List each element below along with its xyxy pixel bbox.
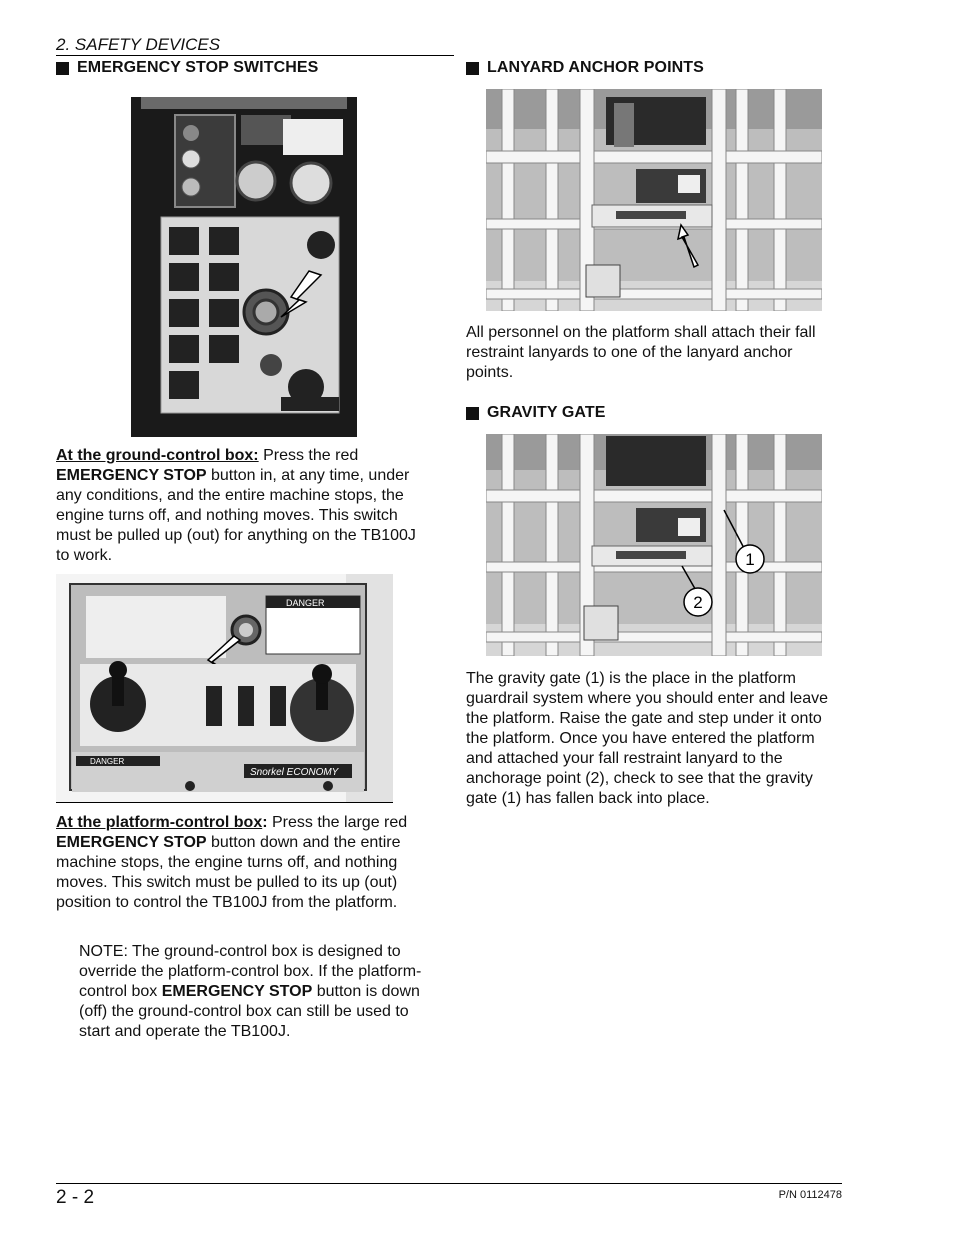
lanyard-anchor-photo — [486, 89, 822, 311]
platform-control-box-photo — [56, 574, 393, 803]
gravity-gate-photo — [486, 434, 822, 656]
note-text-b: button is down (off) the ground-control box can still be used to start and operate the TB100J. — [79, 983, 420, 1040]
platform-danger-label-1: DANGER — [286, 598, 325, 608]
ground-control-text-a: Press the red — [258, 447, 359, 464]
page-number: 2 - 2 — [56, 1187, 95, 1208]
ground-control-box-photo — [131, 97, 357, 437]
platform-control-emergency-stop: EMERGENCY STOP — [56, 834, 207, 851]
platform-danger-label-2: DANGER — [90, 757, 125, 766]
ground-control-paragraph — [56, 446, 428, 566]
platform-control-text-b: button down and the entire machine stops, the engine turns off, and nothing moves. This switch must be pulled to its up (out) position to control the TB100J from the platform. — [56, 834, 401, 911]
heading-gravity-gate — [466, 404, 606, 422]
footer-rule — [56, 1183, 842, 1184]
bullet-square-icon — [466, 407, 479, 420]
heading-emergency-stop-text: EMERGENCY STOP SWITCHES — [77, 59, 319, 76]
heading-lanyard-text: LANYARD ANCHOR POINTS — [487, 59, 704, 76]
part-number: P/N 0112478 — [778, 1189, 842, 1201]
heading-lanyard — [466, 59, 704, 77]
lanyard-paragraph: All personnel on the platform shall attach their fall restraint lanyards to one of the lanyard anchor points. — [466, 324, 816, 381]
gravity-gate-paragraph: The gravity gate (1) is the place in the platform guardrail system where you should enter and leave the platform. Raise the gate and step under it onto the platform. Once you have entered the platform and attached your fall restraint lanyard to the anchorage point (2), check to see that the gravity gate (1) has fallen back into place. — [466, 670, 828, 807]
bullet-square-icon — [56, 62, 69, 75]
heading-emergency-stop — [56, 59, 318, 77]
ground-control-lead: At the ground-control box: — [56, 447, 259, 464]
note-text-a: NOTE: The ground-control box is designed to override the platform-control box. If the platform-control box — [79, 943, 422, 1000]
heading-gravity-gate-text: GRAVITY GATE — [487, 404, 606, 421]
callout-2: 2 — [693, 593, 703, 612]
platform-control-lead: At the platform-control box — [56, 814, 263, 831]
note-paragraph — [79, 942, 431, 1042]
ground-control-emergency-stop: EMERGENCY STOP — [56, 467, 207, 484]
callout-1: 1 — [745, 550, 755, 569]
platform-control-paragraph — [56, 813, 428, 913]
section-header: 2. SAFETY DEVICES — [56, 36, 454, 56]
ground-control-text-b: button in, at any time, under any conditions, and the entire machine stops, the engine turns off, and nothing moves. This switch must be pulled up (out) for anything on the TB100J to work. — [56, 467, 416, 564]
note-emergency-stop: EMERGENCY STOP — [161, 983, 313, 1000]
bullet-square-icon — [466, 62, 479, 75]
platform-control-text-a: Press the large red — [267, 814, 408, 831]
platform-control-colon: : — [262, 814, 268, 831]
platform-brand-label: Snorkel ECONOMY — [250, 767, 339, 778]
